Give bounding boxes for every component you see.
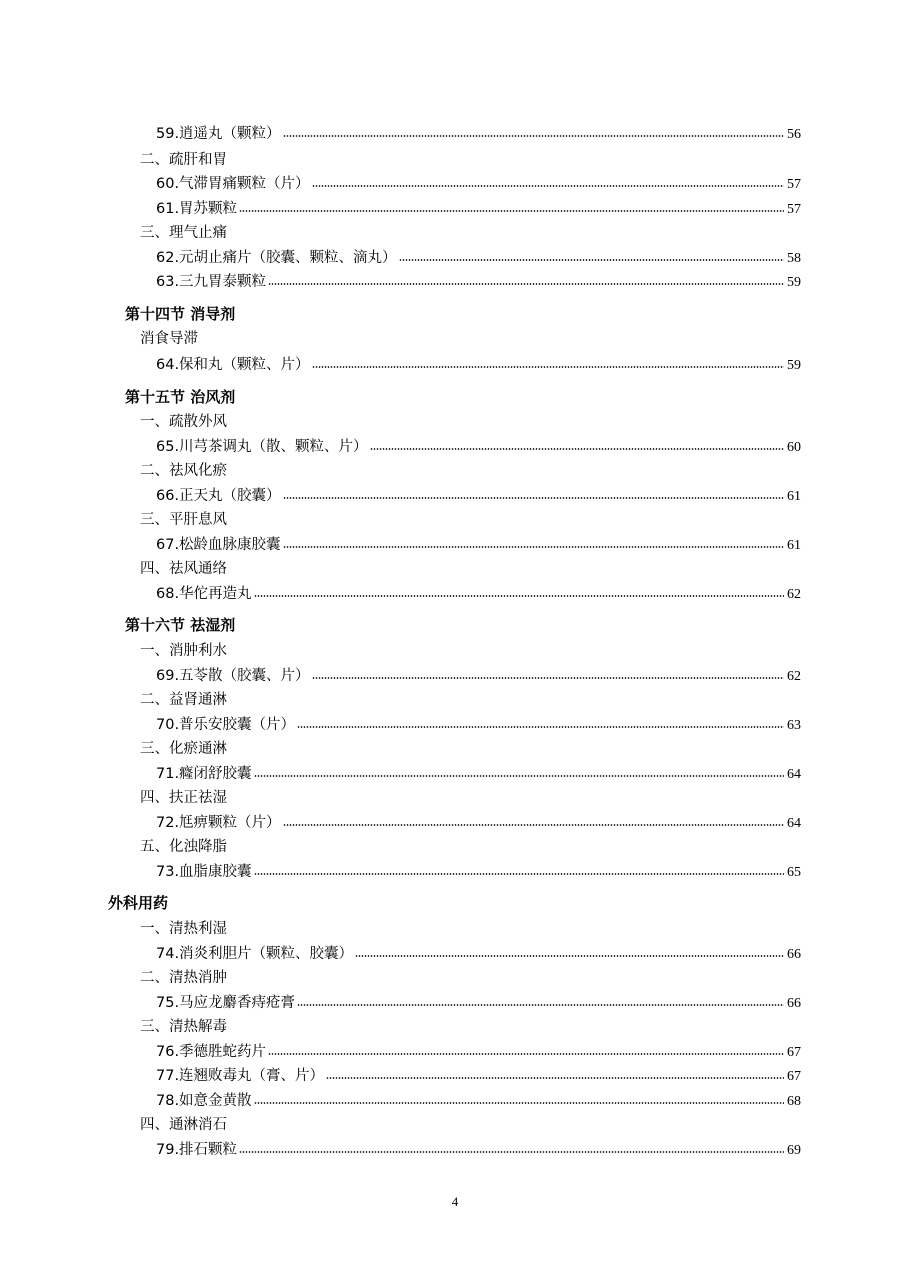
toc-category: 二、祛风化瘀 xyxy=(140,463,227,479)
toc-entry xyxy=(156,197,801,218)
toc-entry xyxy=(156,1040,801,1061)
toc-entry-page: 68 xyxy=(787,1094,801,1109)
toc-entry xyxy=(156,582,801,603)
toc-category: 四、祛风通络 xyxy=(140,561,227,577)
toc-category: 二、益肾通淋 xyxy=(140,692,227,708)
toc-entry xyxy=(156,1138,801,1159)
toc-entry-page: 57 xyxy=(787,177,801,192)
dot-leader xyxy=(297,1004,784,1006)
toc-entry xyxy=(156,533,801,554)
toc-entry-title: 72.尪痹颗粒（片） xyxy=(156,815,281,831)
toc-entry-page: 67 xyxy=(787,1045,801,1060)
toc-entry-page: 56 xyxy=(787,127,801,142)
toc-entry xyxy=(156,122,801,143)
dot-leader xyxy=(370,448,784,450)
toc-entry-title: 76.季德胜蛇药片 xyxy=(156,1044,267,1060)
dot-leader xyxy=(399,259,784,261)
toc-entry-title: 64.保和丸（颗粒、片） xyxy=(156,357,310,373)
toc-entry-title: 77.连翘败毒丸（膏、片） xyxy=(156,1068,325,1084)
toc-section-heading: 第十六节 祛湿剂 xyxy=(125,616,236,634)
dot-leader xyxy=(326,1077,784,1079)
dot-leader xyxy=(254,1102,784,1104)
dot-leader xyxy=(312,185,784,187)
toc-entry-title: 79.排石颗粒 xyxy=(156,1142,238,1158)
toc-entry-title: 63.三九胃泰颗粒 xyxy=(156,274,267,290)
dot-leader xyxy=(355,955,784,957)
toc-section-heading: 第十五节 治风剂 xyxy=(125,388,236,406)
toc-entry xyxy=(156,484,801,505)
toc-entry-page: 62 xyxy=(787,669,801,684)
toc-entry-page: 66 xyxy=(787,947,801,962)
toc-entry-title: 73.血脂康胶囊 xyxy=(156,864,252,880)
toc-entry-title: 74.消炎利胆片（颗粒、胶囊） xyxy=(156,946,354,962)
toc-entry-page: 60 xyxy=(787,440,801,455)
toc-entry xyxy=(156,1064,801,1085)
toc-entry-page: 59 xyxy=(787,275,801,290)
toc-entry-title: 70.普乐安胶囊（片） xyxy=(156,717,296,733)
toc-entry xyxy=(156,664,801,685)
toc-entry-title: 78.如意金黄散 xyxy=(156,1093,252,1109)
toc-category: 三、化瘀通淋 xyxy=(140,741,227,757)
dot-leader xyxy=(297,726,784,728)
toc-category: 一、消肿利水 xyxy=(140,643,227,659)
dot-leader xyxy=(239,210,784,212)
toc-entry-title: 71.癃闭舒胶囊 xyxy=(156,766,252,782)
toc-entry-title: 75.马应龙麝香痔疮膏 xyxy=(156,995,296,1011)
toc-category: 二、疏肝和胃 xyxy=(140,152,227,168)
toc-entry-title: 68.华佗再造丸 xyxy=(156,586,252,602)
dot-leader xyxy=(283,497,784,499)
toc-entry-page: 63 xyxy=(787,718,801,733)
toc-entry-page: 64 xyxy=(787,816,801,831)
dot-leader xyxy=(283,135,784,137)
toc-entry-title: 62.元胡止痛片（胶囊、颗粒、滴丸） xyxy=(156,250,397,266)
toc-category: 三、平肝息风 xyxy=(140,512,227,528)
toc-entry xyxy=(156,762,801,783)
toc-entry-title: 69.五苓散（胶囊、片） xyxy=(156,668,310,684)
toc-entry-page: 67 xyxy=(787,1069,801,1084)
dot-leader xyxy=(283,824,784,826)
toc-entry-title: 66.正天丸（胶囊） xyxy=(156,488,281,504)
toc-entry-title: 61.胃苏颗粒 xyxy=(156,201,238,217)
toc-entry-title: 59.逍遥丸（颗粒） xyxy=(156,126,281,142)
toc-category: 消食导滞 xyxy=(140,331,198,347)
toc-entry-page: 58 xyxy=(787,251,801,266)
toc-entry-title: 65.川芎茶调丸（散、颗粒、片） xyxy=(156,439,368,455)
toc-entry-page: 57 xyxy=(787,202,801,217)
toc-entry-page: 65 xyxy=(787,865,801,880)
toc-category: 五、化浊降脂 xyxy=(140,839,227,855)
toc-entry xyxy=(156,353,801,374)
toc-entry xyxy=(156,1089,801,1110)
toc-entry-page: 61 xyxy=(787,489,801,504)
toc-entry-page: 64 xyxy=(787,767,801,782)
dot-leader xyxy=(254,775,784,777)
page-number: 4 xyxy=(451,1194,459,1209)
toc-entry-page: 61 xyxy=(787,538,801,553)
toc-entry-page: 66 xyxy=(787,996,801,1011)
dot-leader xyxy=(312,677,784,679)
toc-entry xyxy=(156,435,801,456)
toc-entry xyxy=(156,860,801,881)
toc-entry xyxy=(156,991,801,1012)
toc-category: 四、通淋消石 xyxy=(140,1117,227,1133)
toc-chapter-heading: 外科用药 xyxy=(108,894,169,912)
toc-entry-page: 59 xyxy=(787,358,801,373)
toc-entry xyxy=(156,172,801,193)
toc-entry xyxy=(156,811,801,832)
dot-leader xyxy=(239,1151,784,1153)
dot-leader xyxy=(254,873,784,875)
toc-category: 二、清热消肿 xyxy=(140,970,227,986)
toc-entry xyxy=(156,942,801,963)
toc-entry-title: 60.气滞胃痛颗粒（片） xyxy=(156,176,310,192)
dot-leader xyxy=(268,283,784,285)
toc-entry-title: 67.松龄血脉康胶囊 xyxy=(156,537,281,553)
dot-leader xyxy=(268,1053,784,1055)
dot-leader xyxy=(283,546,784,548)
toc-entry-page: 62 xyxy=(787,587,801,602)
dot-leader xyxy=(254,595,784,597)
toc-category: 三、清热解毒 xyxy=(140,1019,227,1035)
toc-category: 一、疏散外风 xyxy=(140,414,227,430)
dot-leader xyxy=(312,366,784,368)
toc-category: 三、理气止痛 xyxy=(140,225,227,241)
toc-entry-page: 69 xyxy=(787,1143,801,1158)
toc-category: 一、清热利湿 xyxy=(140,921,227,937)
toc-section-heading: 第十四节 消导剂 xyxy=(125,305,236,323)
toc-entry xyxy=(156,246,801,267)
toc-category: 四、扶正祛湿 xyxy=(140,790,227,806)
toc-entry xyxy=(156,270,801,291)
toc-entry xyxy=(156,713,801,734)
